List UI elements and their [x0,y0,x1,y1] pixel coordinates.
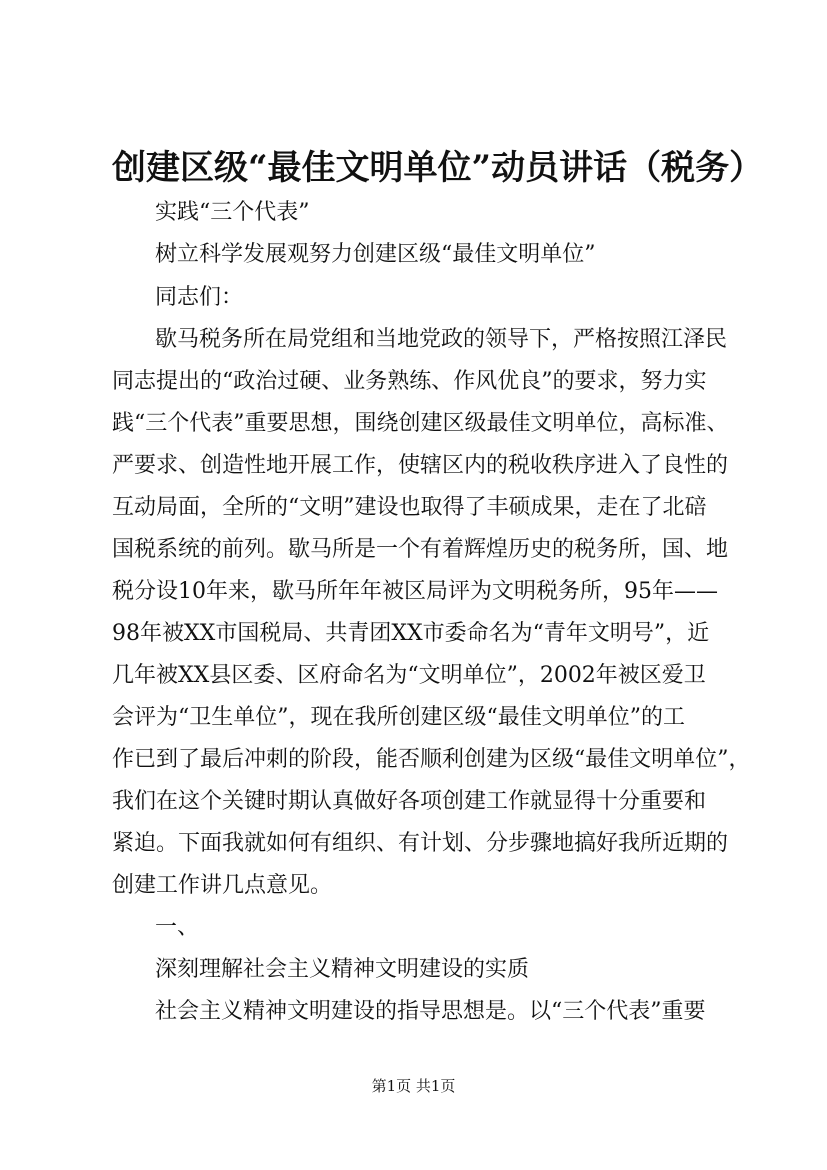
section-heading: 深刻理解社会主义精神文明建设的实质 [155,957,530,982]
paragraph-line: 歇马税务所在局党组和当地党政的领导下，严格按照江泽民 [155,327,728,352]
paragraph-line: 几年被XX县区委、区府命名为“文明单位”，2002年被区爱卫 [112,663,706,688]
paragraph-line: 互动局面，全所的“文明”建设也取得了丰硕成果，走在了北碚 [112,495,707,520]
paragraph-line: 践“三个代表”重要思想，围绕创建区级最佳文明单位，高标准、 [112,411,729,436]
document-title: 创建区级“最佳文明单位”动员讲话（税务） [112,148,764,188]
section-number: 一、 [155,915,200,940]
paragraph-line: 严要求、创造性地开展工作，使辖区内的税收秩序进入了良性的 [112,453,729,478]
paragraph-line: 作已到了最后冲刺的阶段，能否顺利创建为区级“最佳文明单位”， [112,747,751,772]
paragraph-line: 我们在这个关键时期认真做好各项创建工作就显得十分重要和 [112,789,707,814]
paragraph-line: 创建工作讲几点意见。 [112,873,333,898]
subtitle-line-2: 树立科学发展观努力创建区级“最佳文明单位” [155,242,596,267]
subtitle-line-1: 实践“三个代表” [155,200,310,225]
paragraph-2-line: 社会主义精神文明建设的指导思想是。以“三个代表”重要 [155,999,706,1024]
paragraph-line: 税分设10年来，歇马所年年被区局评为文明税务所，95年—— [112,579,718,604]
paragraph-line: 同志提出的“政治过硬、业务熟练、作风优良”的要求，努力实 [112,369,707,394]
paragraph-line: 紧迫。下面我就如何有组织、有计划、分步骤地搞好我所近期的 [112,831,729,856]
paragraph-line: 国税系统的前列。歇马所是一个有着辉煌历史的税务所，国、地 [112,537,729,562]
page-number-footer: 第1页 共1页 [371,1077,456,1095]
greeting: 同志们： [155,285,244,310]
paragraph-line: 会评为“卫生单位”，现在我所创建区级“最佳文明单位”的工 [112,705,685,730]
paragraph-line: 98年被XX市国税局、共青团XX市委命名为“青年文明号”，近 [112,621,710,646]
